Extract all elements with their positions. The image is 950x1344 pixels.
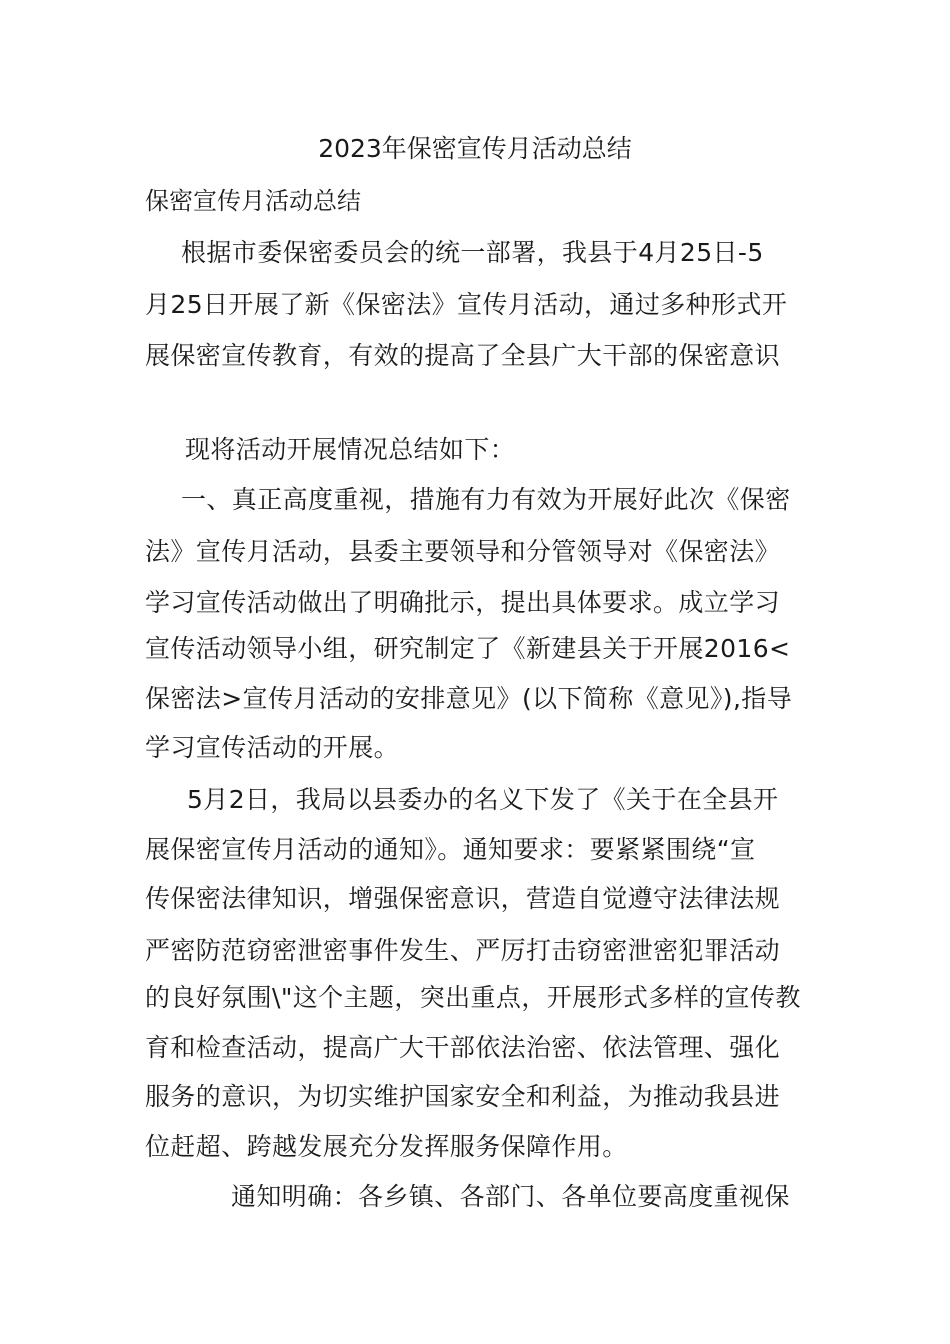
body-line: 保密法>宣传月活动的安排意见》(以下简称《意见》),指导	[145, 684, 793, 713]
body-line: 一、真正高度重视，措施有力有效为开展好此次《保密	[181, 485, 791, 514]
body-line: 严密防范窃密泄密事件发生、严厉打击窃密泄密犯罪活动	[145, 936, 781, 965]
body-line: 通知明确：各乡镇、各部门、各单位要高度重视保	[231, 1182, 790, 1211]
document-subtitle: 保密宣传月活动总结	[145, 187, 361, 215]
body-line: 展保密宣传教育，有效的提高了全县广大干部的保密意识	[145, 341, 781, 370]
body-line: 宣传活动领导小组，研究制定了《新建县关于开展2016<	[145, 634, 791, 663]
body-line: 学习宣传活动的开展。	[145, 733, 400, 762]
body-line: 5月2日，我局以县委办的名义下发了《关于在全县开	[187, 785, 779, 814]
body-line: 服务的意识，为切实维护国家安全和利益，为推动我县进	[145, 1082, 781, 1111]
body-line: 法》宣传月活动，县委主要领导和分管领导对《保密法》	[145, 537, 781, 566]
body-line: 学习宣传活动做出了明确批示，提出具体要求。成立学习	[145, 588, 781, 617]
body-line: 根据市委保密委员会的统一部署，我县于4月25日-5	[181, 238, 764, 267]
body-line: 月25日开展了新《保密法》宣传月活动，通过多种形式开	[145, 290, 788, 319]
body-line: 的良好氛围\"这个主题，突出重点，开展形式多样的宣传教	[145, 983, 801, 1012]
document-title: 2023年保密宣传月活动总结	[318, 134, 632, 163]
body-line: 现将活动开展情况总结如下：	[185, 435, 516, 464]
body-line: 展保密宣传月活动的通知》。通知要求：要紧紧围绕“宣	[145, 835, 756, 864]
body-line: 育和检查活动，提高广大干部依法治密、依法管理、强化	[145, 1033, 781, 1062]
body-line: 位赶超、跨越发展充分发挥服务保障作用。	[145, 1132, 628, 1161]
body-line: 传保密法律知识，增强保密意识，营造自觉遵守法律法规	[145, 884, 781, 913]
